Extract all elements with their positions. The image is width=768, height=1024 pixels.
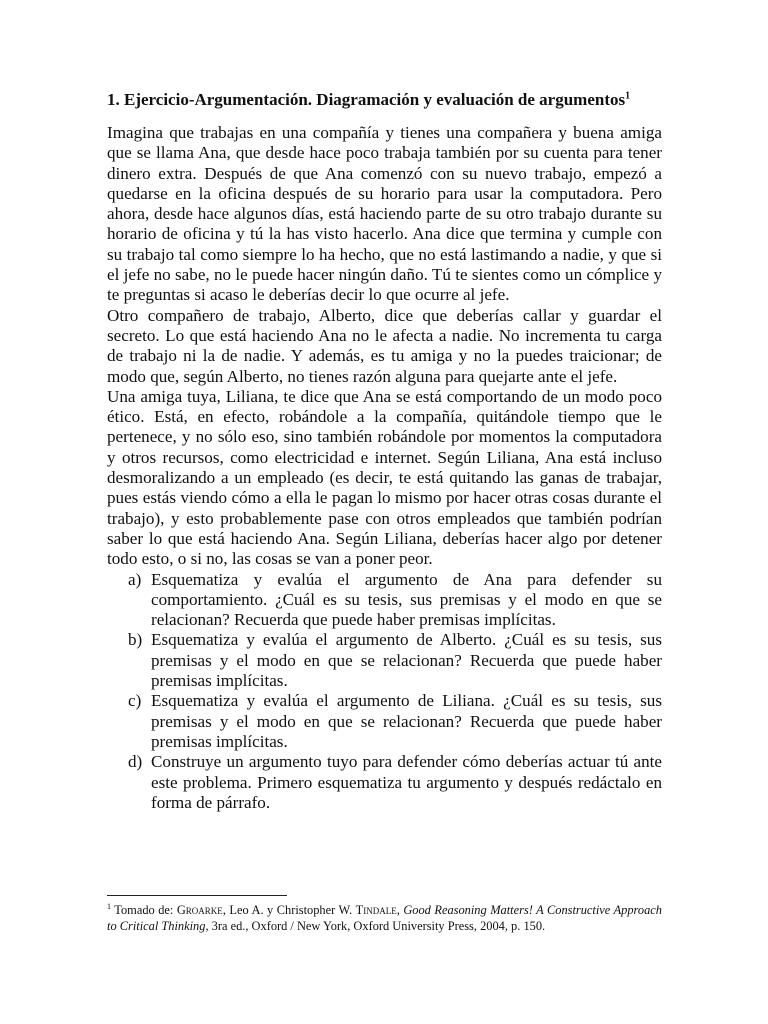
question-text: Esquematiza y evalúa el argumento de Liliana. ¿Cuál es su tesis, sus premisas y el modo en que se relacionan? Recuerda que puede haber premisas implícitas. xyxy=(151,691,662,751)
question-text: Esquematiza y evalúa el argumento de Alberto. ¿Cuál es su tesis, sus premisas y el modo en que se relacionan? Recuerda que puede haber premisas implícitas. xyxy=(151,630,662,691)
question-item-d xyxy=(107,752,662,813)
footnote-number: 1 xyxy=(107,901,111,911)
paragraph-liliana: Una amiga tuya, Liliana, te dice que Ana se está comportando de un modo poco ético. Está, en efecto, robándole a la compañía, quitándole tiempo que le pertenece, y no sólo eso, sino también robándole por momentos la computadora y otros recursos, como electricidad e internet. Según Liliana, Ana está incluso desmoralizando a un empleado (es decir, te está quitando las ganas de trabajar, pues estás viendo cómo a ella le pagan lo mismo por hacer otras cosas durante el trabajo), y esto probablemente pase con otros empleados que también podrían saber lo que está haciendo Ana. Según Liliana, deberías hacer algo por detener todo esto, o si no, las cosas se van a poner peor. xyxy=(107,386,662,569)
question-marker: b) xyxy=(128,630,143,650)
question-text: Esquematiza y evalúa el argumento de Ana para defender su comportamiento. ¿Cuál es su tesis, sus premisas y el modo en que se relacionan? Recuerda que puede haber premisas implícitas. xyxy=(151,569,662,630)
document-body xyxy=(107,88,662,813)
question-marker: c) xyxy=(128,691,142,711)
footnote-sep: , xyxy=(396,903,404,917)
footnote-author1: Groarke xyxy=(176,903,223,917)
question-list xyxy=(107,570,662,814)
question-marker: d) xyxy=(128,752,143,772)
footnote xyxy=(107,902,662,934)
footnote-publication: 3ra ed., Oxford / New York, Oxford University Press, 2004, p. 150. xyxy=(208,919,546,933)
question-text: Construye un argumento tuyo para defender cómo deberías actuar tú ante este problema. Primero esquematiza tu argumento y después redáctalo en forma de párrafo. xyxy=(151,752,662,812)
footnote-book-title: Good Reasoning Matters! A Constructive Approach to Critical Thinking, xyxy=(107,903,662,933)
footnote-divider xyxy=(107,895,287,896)
footnote-prefix: Tomado de: xyxy=(114,903,177,917)
heading-title: 1. Ejercicio-Argumentación. Diagramación y evaluación de argumentos xyxy=(107,90,626,109)
section-heading xyxy=(107,88,662,112)
paragraph-alberto: Otro compañero de trabajo, Alberto, dice que deberías callar y guardar el secreto. Lo que está haciendo Ana no le afecta a nadie. No incrementa tu carga de trabajo ni la de nadie. Y además, es tu amiga y no la puedes traicionar; de modo que, según Alberto, no tienes razón alguna para quejarte ante el jefe. xyxy=(107,305,662,386)
footnote-author2: Tindale xyxy=(355,903,397,917)
footnote-author1-given: , Leo A. y Christopher W. xyxy=(222,903,356,917)
heading-footnote-ref[interactable]: 1 xyxy=(625,90,631,102)
question-marker: a) xyxy=(128,569,142,589)
question-item-b xyxy=(107,630,662,691)
question-item-c xyxy=(107,691,662,752)
paragraph-ana: Imagina que trabajas en una compañía y tienes una compañera y buena amiga que se llama Ana, que desde hace poco trabaja también por su cuenta para tener dinero extra. Después de que Ana comenzó con su nuevo trabajo, empezó a quedarse en la oficina después de su horario para usar la computadora. Pero ahora, desde hace algunos días, está haciendo parte de su otro trabajo durante su horario de oficina y tú la has visto hacerlo. Ana dice que termina y cumple con su trabajo tal como siempre lo ha hecho, que no está lastimando a nadie, y que si el jefe no sabe, no le puede hacer ningún daño. Tú te sientes como un cómplice y te preguntas si acaso le deberías decir lo que ocurre al jefe. xyxy=(107,123,662,305)
question-item-a xyxy=(107,570,662,631)
